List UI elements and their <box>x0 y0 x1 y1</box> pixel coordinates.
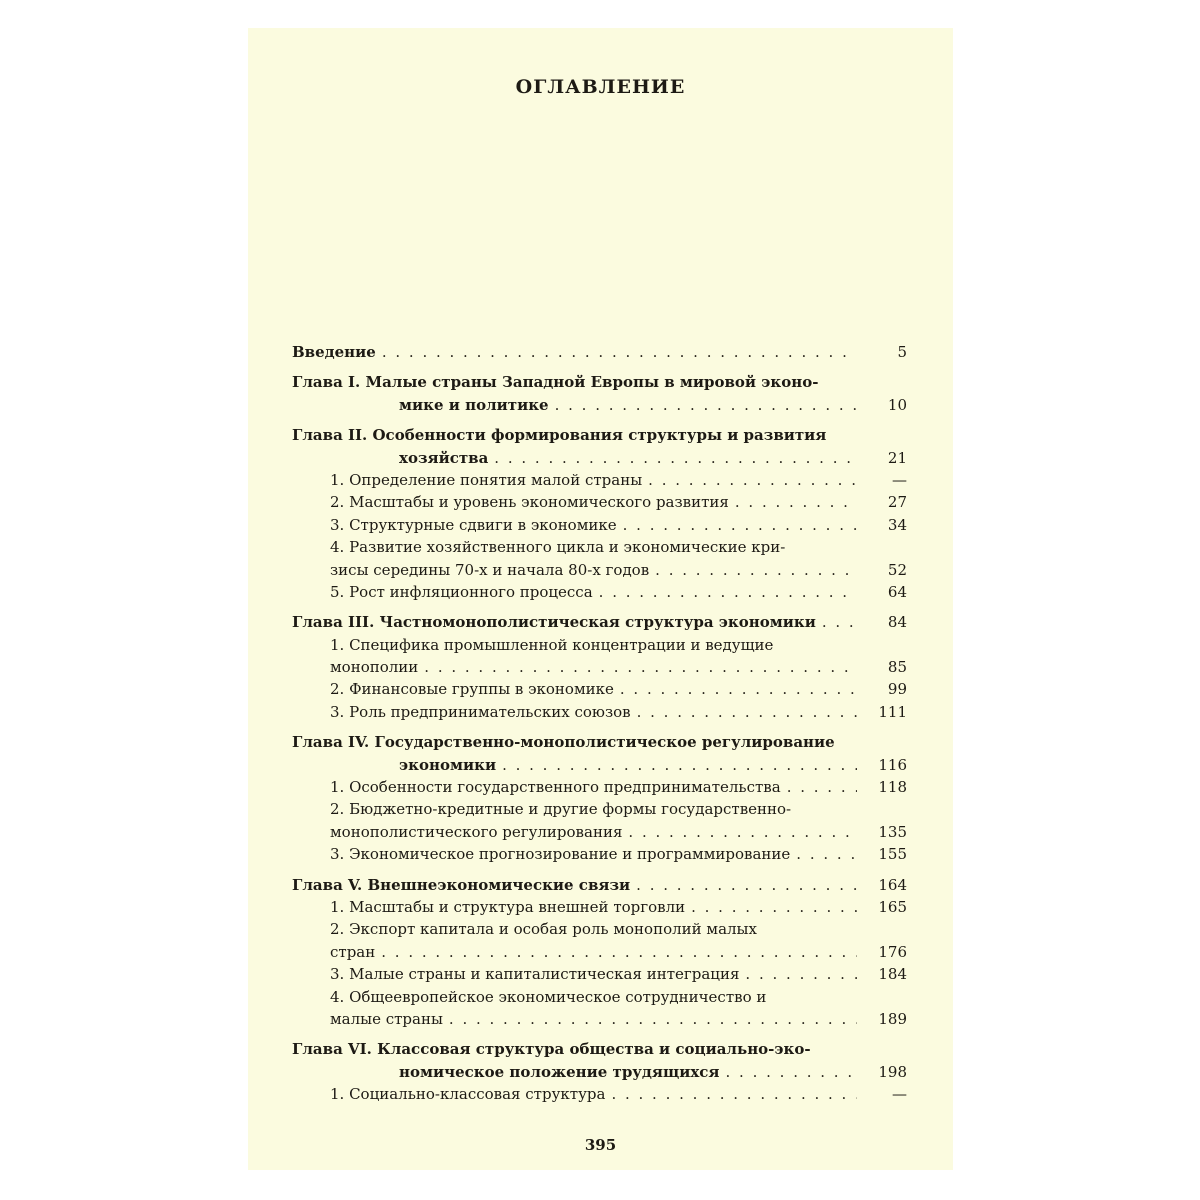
toc-entry-title: монополистического регулирования <box>330 822 623 841</box>
leader-dots <box>628 821 857 843</box>
toc-entry-title: Глава IV. Государственно-монополистическое регулирование <box>292 733 835 752</box>
toc-page-number: 21 <box>887 448 907 467</box>
toc-entry-title: 2. Масштабы и уровень экономического развития <box>330 493 729 512</box>
toc-entry-title: 2. Экспорт капитала и особая роль монополий малых <box>330 920 757 939</box>
toc-entry-title: 5. Рост инфляционного процесса <box>330 582 593 601</box>
toc-page-number: 5 <box>897 343 907 361</box>
toc-page-number: 52 <box>887 560 907 579</box>
toc-line <box>292 514 907 536</box>
toc-chapter-entry <box>292 424 907 469</box>
toc-entry-title: 3. Экономическое прогнозирование и программирование <box>330 845 791 864</box>
toc-line <box>292 843 907 865</box>
toc-entry-title: Глава III. Частномонополистическая структура экономики <box>292 613 816 632</box>
toc-line <box>292 678 907 700</box>
leader-dots <box>555 394 857 416</box>
toc-line <box>292 611 907 633</box>
toc-entry-title: малые страны <box>330 1009 443 1028</box>
toc-page-number: 135 <box>878 822 907 841</box>
toc-page-number: 176 <box>878 942 907 961</box>
toc-section-entry <box>292 776 907 798</box>
toc-section-entry <box>292 896 907 918</box>
toc-chapter-entry <box>292 1038 907 1083</box>
toc-page-number: 118 <box>878 778 907 797</box>
toc-line <box>292 776 907 798</box>
toc-line <box>292 754 907 776</box>
toc-line <box>292 634 907 656</box>
leader-dots <box>382 341 857 363</box>
toc-section-entry <box>292 536 907 581</box>
toc-line <box>292 447 907 469</box>
leader-dots <box>381 941 857 963</box>
page-number: 395 <box>584 1136 617 1154</box>
toc-page-number: — <box>892 1085 907 1104</box>
toc-line <box>292 581 907 603</box>
toc-entry-title: 2. Бюджетно-кредитные и другие формы государственно- <box>330 800 792 819</box>
toc-section-entry <box>292 678 907 700</box>
toc-chapter-entry <box>292 874 907 896</box>
toc-section-entry <box>292 963 907 985</box>
toc-chapter-entry <box>292 611 907 633</box>
toc-line <box>292 469 907 491</box>
leader-dots <box>726 1061 857 1083</box>
toc-entry-title: 3. Роль предпринимательских союзов <box>330 702 631 721</box>
leader-dots <box>623 514 857 536</box>
leader-dots <box>796 843 857 865</box>
toc-entry-title: стран <box>330 942 376 961</box>
toc-line <box>292 896 907 918</box>
toc-entry-title: Глава V. Внешнеэкономические связи <box>292 875 631 894</box>
leader-dots <box>449 1008 857 1030</box>
toc-entry-title: мике и политике <box>399 395 549 414</box>
toc-line <box>292 731 907 753</box>
toc-section-entry <box>292 469 907 491</box>
table-of-contents <box>292 341 907 1106</box>
toc-section-entry <box>292 701 907 723</box>
toc-line <box>292 1083 907 1105</box>
toc-page-number: 10 <box>887 395 907 414</box>
toc-page-number: 111 <box>878 702 907 721</box>
leader-dots <box>599 581 857 603</box>
leader-dots <box>611 1083 857 1105</box>
toc-line <box>292 701 907 723</box>
toc-line <box>292 656 907 678</box>
toc-page-number: 116 <box>878 755 907 774</box>
toc-section-entry <box>292 514 907 536</box>
toc-entry-title: 4. Развитие хозяйственного цикла и экономические кри- <box>330 538 786 557</box>
toc-entry-title: 2. Финансовые группы в экономике <box>330 680 614 699</box>
toc-line <box>292 371 907 393</box>
toc-entry-title: хозяйства <box>399 448 489 467</box>
toc-line <box>292 536 907 558</box>
toc-line <box>292 1038 907 1060</box>
toc-section-entry <box>292 1083 907 1105</box>
toc-page-number: 198 <box>878 1062 907 1081</box>
toc-entry-title: 1. Социально-классовая структура <box>330 1085 606 1104</box>
leader-dots <box>787 776 857 798</box>
toc-entry-title: 1. Масштабы и структура внешней торговли <box>330 897 686 916</box>
leader-dots <box>691 896 857 918</box>
toc-page-number: 189 <box>878 1009 907 1028</box>
page-title: ОГЛАВЛЕНИЕ <box>515 76 686 98</box>
toc-page-number: 27 <box>887 493 907 512</box>
toc-section-entry <box>292 491 907 513</box>
toc-line <box>292 963 907 985</box>
toc-page-number: 99 <box>887 680 907 699</box>
toc-entry-title: Глава I. Малые страны Западной Европы в мировой эконо- <box>292 373 819 392</box>
toc-page-number: 85 <box>887 658 907 677</box>
toc-entry-title: зисы середины 70-х и начала 80-х годов <box>330 560 650 579</box>
toc-chapter-entry <box>292 341 907 363</box>
leader-dots <box>494 447 857 469</box>
toc-line <box>292 491 907 513</box>
toc-page-number: 64 <box>887 582 907 601</box>
toc-entry-title: 3. Структурные сдвиги в экономике <box>330 515 617 534</box>
toc-entry-title: Глава VI. Классовая структура общества и социально-эко- <box>292 1040 811 1059</box>
toc-line <box>292 1008 907 1030</box>
toc-line <box>292 941 907 963</box>
book-page <box>248 28 953 1170</box>
toc-line <box>292 918 907 940</box>
toc-entry-title: 3. Малые страны и капиталистическая интеграция <box>330 965 740 984</box>
toc-page-number: 165 <box>878 897 907 916</box>
toc-line <box>292 559 907 581</box>
toc-line <box>292 424 907 446</box>
toc-line <box>292 821 907 843</box>
toc-entry-title: Глава II. Особенности формирования структуры и развития <box>292 426 827 445</box>
toc-page-number: 34 <box>887 515 907 534</box>
toc-entry-title: номическое положение трудящихся <box>399 1062 720 1081</box>
toc-chapter-entry <box>292 371 907 416</box>
toc-section-entry <box>292 918 907 963</box>
toc-entry-title: 1. Специфика промышленной концентрации и ведущие <box>330 635 774 654</box>
toc-line <box>292 986 907 1008</box>
leader-dots <box>648 469 857 491</box>
toc-line <box>292 394 907 416</box>
toc-page-number: 155 <box>878 845 907 864</box>
toc-entry-title: монополии <box>330 658 419 677</box>
leader-dots <box>636 874 857 896</box>
leader-dots <box>822 611 857 633</box>
toc-chapter-entry <box>292 731 907 776</box>
toc-line <box>292 1061 907 1083</box>
leader-dots <box>735 491 857 513</box>
leader-dots <box>745 963 857 985</box>
toc-entry-title: 4. Общеевропейское экономическое сотрудничество и <box>330 987 767 1006</box>
toc-line <box>292 341 907 363</box>
toc-page-number: 184 <box>878 965 907 984</box>
toc-section-entry <box>292 798 907 843</box>
toc-entry-title: Введение <box>292 343 376 361</box>
leader-dots <box>637 701 857 723</box>
leader-dots <box>620 678 857 700</box>
toc-entry-title: 1. Особенности государственного предпринимательства <box>330 778 781 797</box>
toc-section-entry <box>292 581 907 603</box>
toc-line <box>292 798 907 820</box>
toc-page-number: — <box>892 470 907 489</box>
toc-page-number: 164 <box>878 875 907 894</box>
leader-dots <box>424 656 857 678</box>
leader-dots <box>655 559 857 581</box>
toc-line <box>292 874 907 896</box>
toc-section-entry <box>292 986 907 1031</box>
toc-entry-title: экономики <box>399 755 497 774</box>
toc-page-number: 84 <box>887 613 907 632</box>
toc-section-entry <box>292 634 907 679</box>
toc-section-entry <box>292 843 907 865</box>
leader-dots <box>502 754 857 776</box>
toc-entry-title: 1. Определение понятия малой страны <box>330 470 643 489</box>
